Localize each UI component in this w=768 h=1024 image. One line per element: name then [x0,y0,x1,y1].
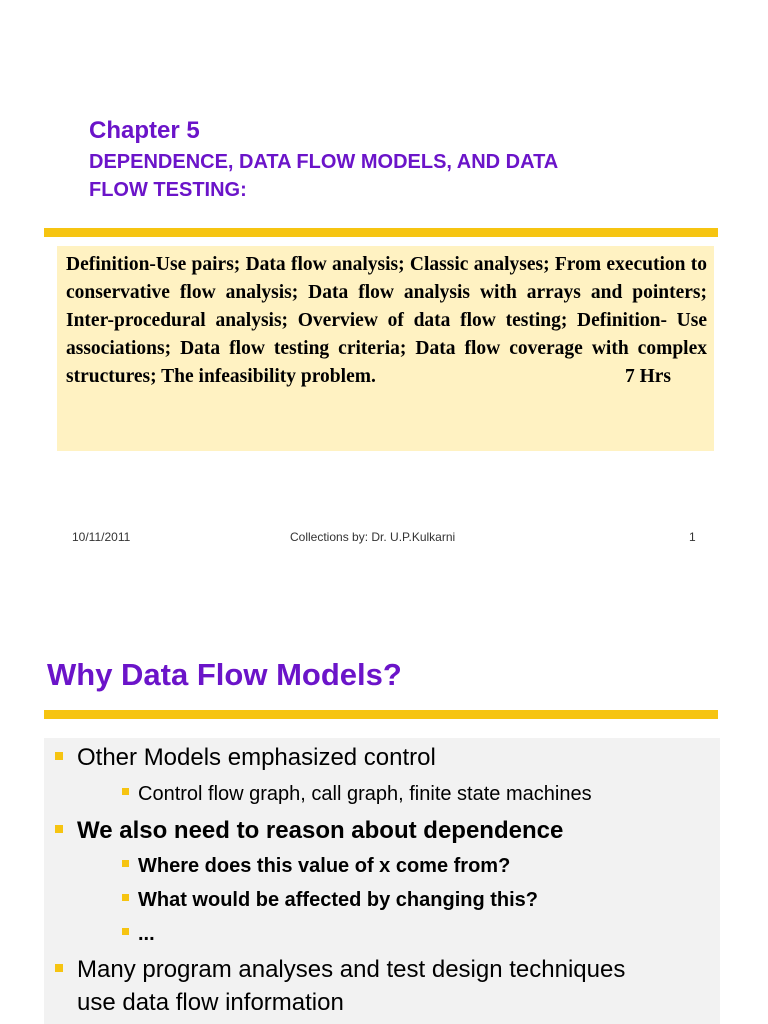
footer-page-number: 1 [689,530,696,544]
syllabus-hours: 7 Hrs [624,366,671,387]
square-bullet-icon [122,788,129,795]
slide-title: Why Data Flow Models? [47,657,402,692]
subtitle-line-1: DEPENDENCE, DATA FLOW MODELS, AND DATA [89,151,559,173]
square-bullet-icon [122,894,129,901]
syllabus-box [57,246,714,451]
subtitle-line-2: FLOW TESTING: [89,179,247,201]
syllabus-topics: Definition-Use pairs; Data flow analysis; Classic analyses; From execution to conservative flow analysis; Data flow analysis with arrays and pointers; Inter-procedural analysis; Overview of data flow testing; Definition- Use associations; Data flow testing criteria; Data flow coverage with complex structures; The infeasibility problem. [66,254,707,387]
bullet-continuation: use data flow information [77,989,344,1016]
square-bullet-icon [55,752,63,760]
chapter-heading: Chapter 5 [89,117,200,144]
footer-credit: Collections by: Dr. U.P.Kulkarni [290,530,456,544]
square-bullet-icon [122,860,129,867]
sub-bullet-item: What would be affected by changing this? [138,886,538,914]
content-box [44,738,720,1024]
bullet-item: Many program analyses and test design techniques [77,954,625,986]
slide-2 [0,580,768,1024]
bullet-item: Other Models emphasized control [77,742,436,774]
chapter-subtitle [89,148,689,204]
footer-date: 10/11/2011 [72,530,131,544]
square-bullet-icon [122,928,129,935]
square-bullet-icon [55,964,63,972]
sub-bullet-item: Where does this value of x come from? [138,852,510,880]
square-bullet-icon [55,825,63,833]
title-divider [44,710,718,719]
bullet-item: We also need to reason about dependence [77,815,563,847]
syllabus-text [66,251,707,391]
title-divider [44,228,718,237]
sub-bullet-item: ... [138,920,155,948]
sub-bullet-item: Control flow graph, call graph, finite state machines [138,780,592,808]
